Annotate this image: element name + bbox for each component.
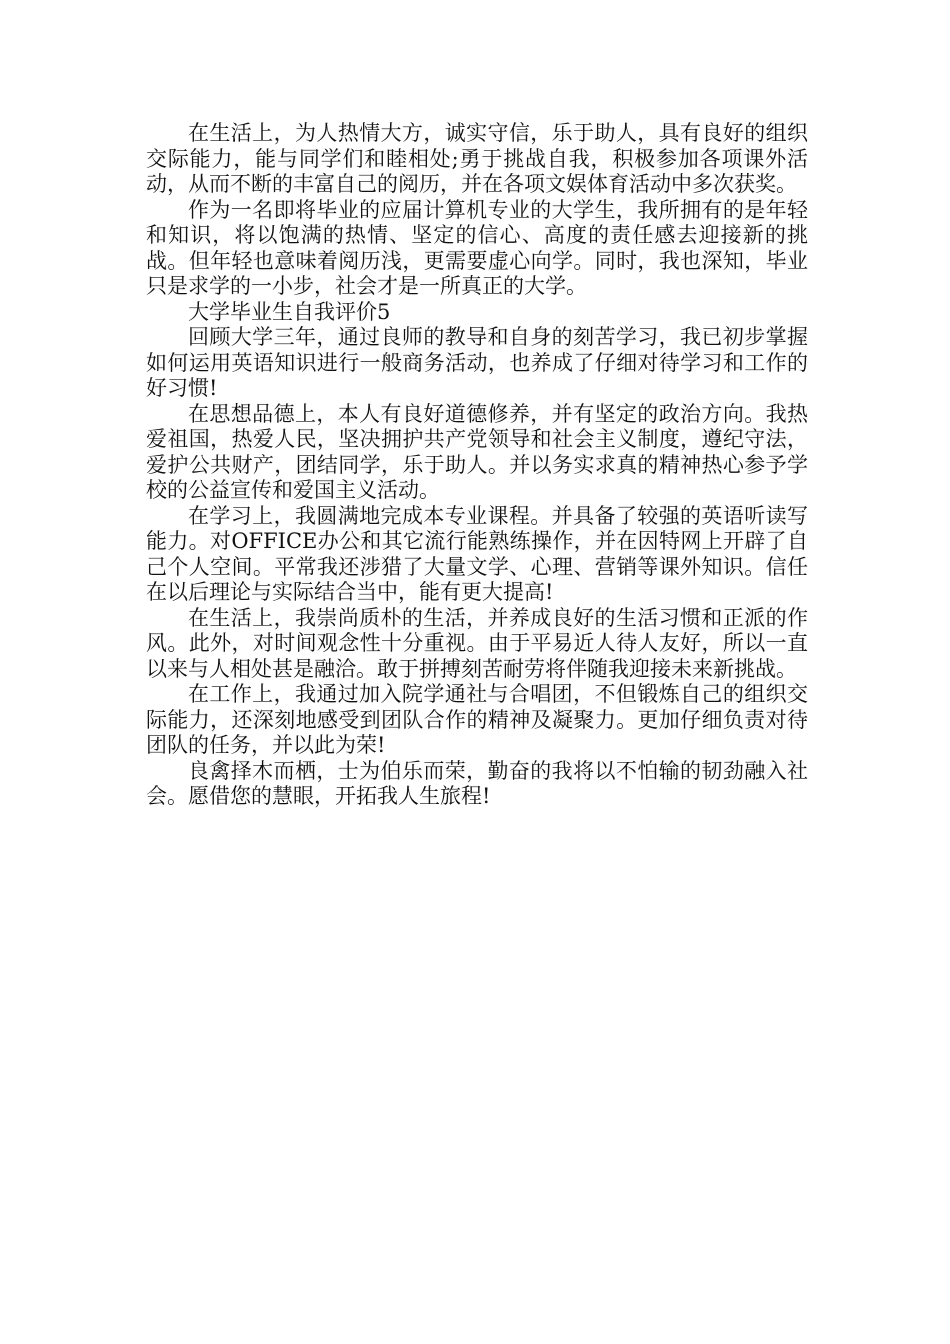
paragraph-life: 在生活上，为人热情大方，诚实守信，乐于助人，具有良好的组织交际能力，能与同学们和睦相处;勇于挑战自我，积极参加各项课外活动，从而不断的丰富自己的阅历，并在各项文娱体育活动中多次获奖。 — [146, 121, 808, 196]
section-heading: 大学毕业生自我评价5 — [188, 299, 391, 324]
paragraph-work: 在工作上，我通过加入院学通社与合唱团，不但锻炼自己的组织交际能力，还深刻地感受到团队合作的精神及凝聚力。更加仔细负责对待团队的任务，并以此为荣! — [146, 682, 808, 757]
paragraph-review: 回顾大学三年，通过良师的教导和自身的刻苦学习，我已初步掌握如何运用英语知识进行一般商务活动，也养成了仔细对待学习和工作的好习惯! — [146, 325, 808, 400]
document-body — [146, 121, 808, 810]
paragraph-closing: 良禽择木而栖，士为伯乐而荣，勤奋的我将以不怕输的韧劲融入社会。愿借您的慧眼，开拓我人生旅程! — [146, 758, 808, 808]
paragraph-study: 在学习上，我圆满地完成本专业课程。并具备了较强的英语听读写能力。对OFFICE办公和其它流行能熟练操作，并在因特网上开辟了自己个人空间。平常我还涉猎了大量文学、心理、营销等课外知识。信任在以后理论与实际结合当中，能有更大提高! — [146, 503, 808, 604]
paragraph-ideology: 在思想品德上，本人有良好道德修养，并有坚定的政治方向。我热爱祖国，热爱人民，坚决拥护共产党领导和社会主义制度，遵纪守法，爱护公共财产，团结同学，乐于助人。并以务实求真的精神热心参予学校的公益宣传和爱国主义活动。 — [146, 401, 808, 502]
paragraph-life-style: 在生活上，我崇尚质朴的生活，并养成良好的生活习惯和正派的作风。此外，对时间观念性十分重视。由于平易近人待人友好，所以一直以来与人相处甚是融洽。敢于拼搏刻苦耐劳将伴随我迎接未来新挑战。 — [146, 605, 808, 681]
paragraph-graduate-outlook: 作为一名即将毕业的应届计算机专业的大学生，我所拥有的是年轻和知识，将以饱满的热情、坚定的信心、高度的责任感去迎接新的挑战。但年轻也意味着阅历浅，更需要虚心向学。同时，我也深知，毕业只是求学的一小步，社会才是一所真正的大学。 — [146, 197, 808, 298]
